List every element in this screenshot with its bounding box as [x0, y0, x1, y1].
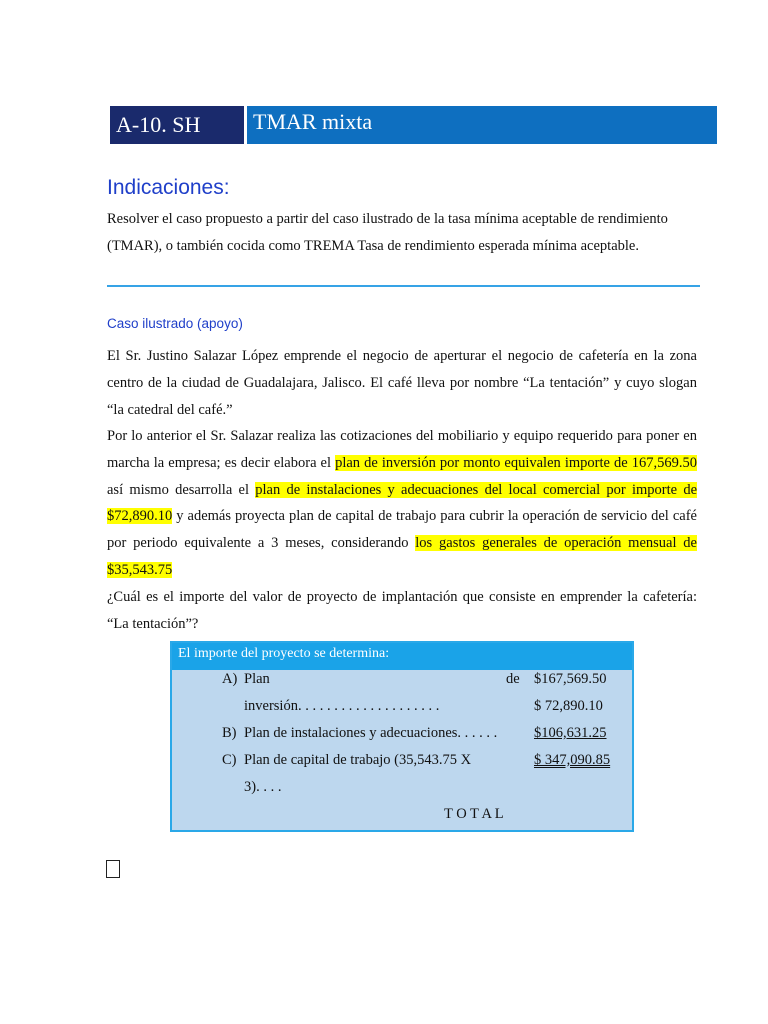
amount-installations: $ 72,890.10 — [534, 698, 603, 714]
document-header — [110, 106, 373, 144]
highlight-investment: plan de inversión por monto equivalen importe de 167,569.50 — [335, 454, 697, 471]
amount-total: $ 347,090.85 — [534, 752, 611, 768]
table-header: El importe del proyecto se determina: — [172, 643, 632, 670]
row-a-letter: A) — [222, 671, 238, 687]
activity-code: A-10. SH — [110, 106, 244, 144]
row-c-text-2: 3). . . . — [244, 779, 282, 795]
activity-title: TMAR mixta — [247, 106, 717, 144]
highlight-installations: plan de instalaciones y adecuaciones del local comercial por importe de $72,890.10 — [107, 481, 698, 525]
row-c-letter: C) — [222, 752, 237, 768]
row-a-de: de — [506, 671, 520, 687]
highlight-expenses: los gastos generales de operación mensual de $35,543.75 — [107, 535, 697, 578]
case-question: ¿Cuál es el importe del valor de proyecto de implantación que consiste en emprender la cafetería: “La tentación”? — [107, 589, 697, 632]
total-label: T O T A L — [444, 806, 504, 822]
indicaciones-heading: Indicaciones: — [107, 176, 230, 199]
project-amount-table — [170, 641, 634, 832]
amount-investment: $167,569.50 — [534, 671, 607, 687]
amount-capital: $106,631.25 — [534, 725, 607, 741]
row-c-text: Plan de capital de trabajo (35,543.75 X — [244, 752, 472, 768]
case-paragraph-2: Por lo anterior el Sr. Salazar realiza las cotizaciones del mobiliario y equipo requerido para poner en marcha la empresa; es decir elabora el plan de inversión por monto equivalen importe de 167,569.50 así mismo desarrolla el plan de instalaciones y adecuaciones del local comercial por importe de $72,890.10 y además proyecta plan de capital de trabajo para cubrir la operación de servicio del café por periodo equivalente a 3 meses, considerando los gastos generales de operación mensual de $35,543.75 — [107, 428, 698, 578]
row-b-text: Plan de instalaciones y adecuaciones. . . . . . — [244, 725, 498, 741]
section-divider — [107, 285, 700, 287]
indicaciones-text: Resolver el caso propuesto a partir del caso ilustrado de la tasa mínima aceptable de rendimiento (TMAR), o también cocida como TREMA Tasa de rendimiento esperada mínima aceptable. — [107, 211, 668, 254]
case-paragraph-1: El Sr. Justino Salazar López emprende el negocio de aperturar el negocio de cafetería en la zona centro de la ciudad de Guadalajara, Jalisco. El café lleva por nombre “La tentación” y cuyo slogan “la catedral del café.” — [107, 348, 697, 418]
case-heading: Caso ilustrado (apoyo) — [107, 316, 243, 331]
row-a-text-2: inversión. . . . . . . . . . . . . . . . . . . . — [244, 698, 440, 714]
checkbox-icon[interactable] — [106, 860, 120, 878]
row-a-text: Plan — [244, 671, 270, 687]
row-b-letter: B) — [222, 725, 237, 741]
